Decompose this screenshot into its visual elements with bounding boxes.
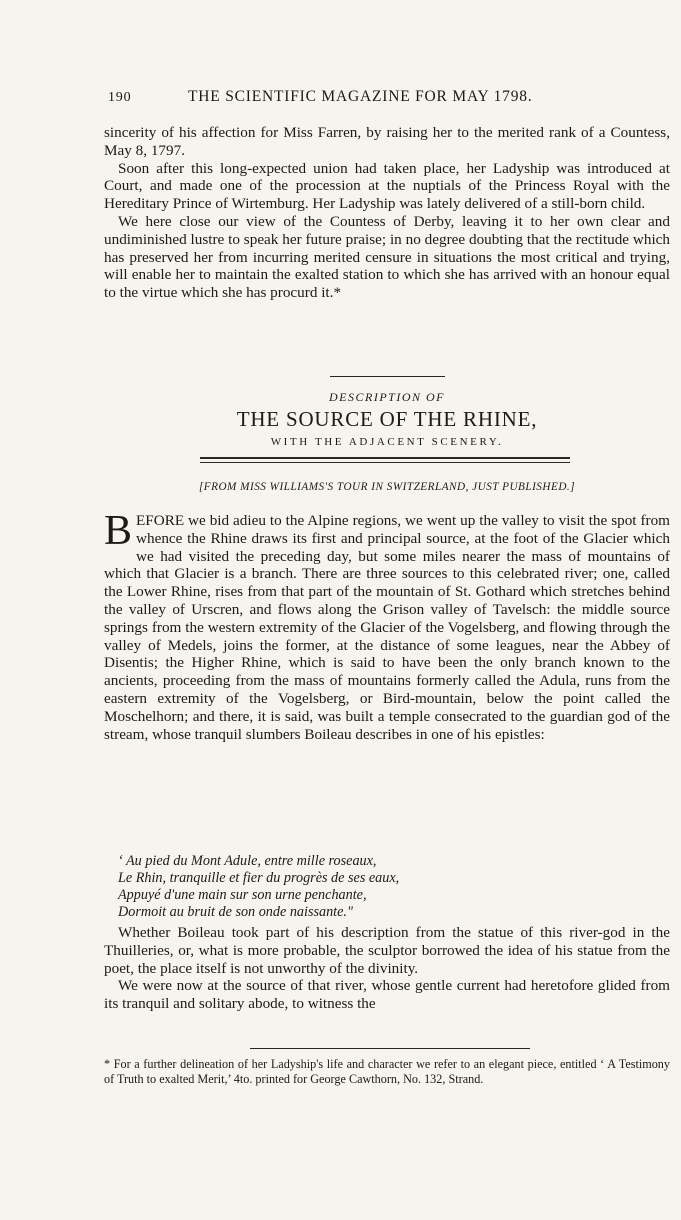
running-header bbox=[108, 88, 676, 106]
footnote bbox=[104, 1057, 670, 1087]
article-paragraph-1-text: EFORE we bid adieu to the Alpine regions, we went up the valley to visit the spot from whence the Rhine draws its first and principal source, at the foot of the Glacier which we had visited the preceding day, but some miles nearer the mass of mountains of which that Glacier is a branch. There are three sources to this celebrated river; one, called the Lower Rhine, rises from that part of the mountain of St. Gothard which stretches behind the valley of Urscren, and flows along the Grison valley of Tavelsch: the middle source springs from the western extremity of the Glacier of the Vogelsberg, and flowing through the valley of Medels, joins the former, at the distance of some leagues, near the Abbey of Disentis; the Higher Rhine, which is said to have been the only branch known to the ancients, proceeding from the mass of mountains formerly called the Adula, runs from the eastern extremity of the Vogelsberg, or Bird-mountain, below the point called the Moschelhorn; and there, it is said, was built a temple consecrated to the guardian god of the stream, whose tranquil slumbers Boileau describes in one of his epistles: bbox=[104, 512, 670, 743]
running-title: THE SCIENTIFIC MAGAZINE FOR MAY 1798. bbox=[188, 88, 533, 105]
verse-line-1: ‘ Au pied du Mont Adule, entre mille roseaux, bbox=[118, 853, 377, 869]
article-continuation bbox=[104, 924, 670, 1013]
article-subtitle: WITH THE ADJACENT SCENERY. bbox=[270, 436, 504, 448]
title-rule-thin bbox=[200, 462, 570, 463]
verse-line-3: Appuyé d'une main sur son urne penchante, bbox=[118, 887, 367, 903]
article-source-note: [FROM MISS WILLIAMS'S TOUR IN SWITZERLAND, JUST PUBLISHED.] bbox=[198, 481, 576, 493]
intro-paragraph-3: We here close our view of the Countess of Derby, leaving it to her own clear and undiminished lustre to speak her future praise; in no degree doubting that the rectitude which has preserved her from incurring merited censure in situations the most critical and trying, will enable her to maintain the exalted station to which she has arrived with an honour equal to the virtue which she has procurd it.* bbox=[104, 212, 670, 302]
article-paragraph-3: We were now at the source of that river, whose gentle current had heretofore glided from its tranquil and solitary abode, to witness the bbox=[104, 977, 670, 1013]
article-title: THE SOURCE OF THE RHINE, bbox=[236, 407, 538, 431]
section-rule-short bbox=[330, 376, 445, 377]
title-rule-thick bbox=[200, 457, 570, 459]
article-kicker: DESCRIPTION OF bbox=[329, 390, 445, 404]
footnote-text: * For a further delineation of her Ladyship's life and character we refer to an elegant piece, entitled ‘ A Testimony of Truth to exalted Merit,’ 4to. printed for George Cawthorn, No. 132, Strand. bbox=[104, 1057, 670, 1087]
boileau-verse bbox=[118, 853, 638, 921]
intro-paragraph-2: Soon after this long-expected union had taken place, her Ladyship was introduced at Court, and made one of the procession at the nuptials of the Princess Royal with the Hereditary Prince of Wirtemburg. Her Ladyship was lately delivered of a still-born child. bbox=[104, 159, 670, 213]
article-paragraph-2: Whether Boileau took part of his description from the statue of this river-god in the Thuilleries, or, what is more probable, the sculptor borrowed the idea of his statue from the poet, the place itself is not unworthy of the divinity. bbox=[104, 924, 670, 977]
verse-line-2: Le Rhin, tranquille et fier du progrès de ses eaux, bbox=[118, 870, 400, 886]
footnote-rule bbox=[250, 1048, 530, 1049]
intro-paragraph-1: sincerity of his affection for Miss Farren, by raising her to the merited rank of a Countess, May 8, 1797. bbox=[104, 124, 670, 159]
drop-cap: B bbox=[104, 508, 133, 554]
intro-text bbox=[104, 124, 670, 302]
page-number: 190 bbox=[108, 90, 132, 105]
article-paragraph-1 bbox=[104, 508, 670, 743]
verse-line-4: Dormoit au bruit de son onde naissante." bbox=[118, 904, 353, 920]
